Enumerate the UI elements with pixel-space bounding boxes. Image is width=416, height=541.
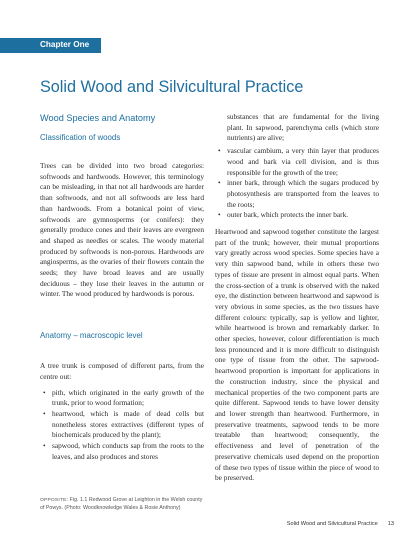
subheading-classification: Classification of woods [40,133,121,142]
caption-figure-number: Fig. 1.1 [69,497,88,503]
section-heading: Wood Species and Anatomy [40,113,156,123]
running-title: Solid Wood and Silvicultural Practice [286,521,378,527]
sapwood-continuation: substances that are fundamental for the living plant. In sapwood, parenchyma cells (which store nutrients) are alive; [227,112,379,143]
caption-text: Redwood Grove at Leighton in the Welsh county of Powys. (Photo: Woodknowledge Wales & Rosie Anthony) [40,497,203,511]
list-item-sapwood: • sapwood, which conducts sap from the roots to the leaves, and also produces and stores [52,441,204,462]
trunk-parts-list [40,388,204,463]
figure-caption [40,497,206,513]
page-footer [287,521,394,527]
list-item-inner-bark: • inner bark, through which the sugars produced by photosynthesis are transported from the leaves to the roots; [227,178,379,210]
trunk-parts-list-continued [215,146,379,221]
left-column [40,112,204,462]
chapter-label: Chapter One [40,40,90,49]
paragraph-trunk-intro: A tree trunk is composed of different parts, from the centre out: [40,361,204,381]
subheading-anatomy: Anatomy – macroscopic level [40,331,143,341]
caption-label: OPPOSITE: [40,498,69,503]
page-number: 13 [387,521,394,527]
paragraph-heartwood-sapwood: Heartwood and sapwood together constitute the largest part of the trunk; however, their mutual proportions vary greatly across wood species. Some species have a very thin sapwood band, while in others these two types of tissue are present in almost equal parts. When the cross-section of a trunk is observed with the naked eye, the distinction between heartwood and sapwood is very obvious in some species, as the two tissues have different colours: typically, sap is yellow and lighter, while heartwood is brown and remarkably darker. In other species, however, colour differentiation is much less pronounced and it is more difficult to distinguish one type of tissue from the other. The sapwood-heartwood proportion is important for applications in the construction industry, since the physical and mechanical properties of the two component parts are quite different. Sapwood tends to have lower density and lower strength than heartwood. Furthermore, in preservative treatments, sapwood tends to be more treatable than heartwood; consequently, the effectiveness and level of penetration of the preservative chemicals used depend on the proportion of these two types of tissue within the piece of wood to be preserved. [215,227,379,483]
list-item-vascular-cambium: • vascular cambium, a very thin layer that produces wood and bark via cell division, and is thus responsible for the growth of the tree; [227,146,379,178]
chapter-title: Solid Wood and Silvicultural Practice [40,78,304,96]
paragraph-classification: Trees can be divided into two broad categories: softwoods and hardwoods. However, this terminology can be misleading, in that not all hardwoods are harder than softwoods, and not all softwoods are less hard than hardwoods. From a botanical point of view, softwoods are gymnosperms (or conifers): they generally produce cones and their leaves are evergreen and shaped as needles or scales. The woody material produced by softwoods is non-porous. Hardwoods are angiosperms, as the ovaries of their flowers contain the seeds; they have broad leaves and are usually deciduous – they lose their leaves in the autumn or winter. The wood produced by hardwoods is porous. [40,161,204,299]
right-column [215,112,379,484]
list-item-outer-bark: • outer bark, which protects the inner bark. [227,210,379,221]
list-item-pith: • pith, which originated in the early growth of the trunk, prior to wood formation; [52,388,204,409]
list-item-heartwood: • heartwood, which is made of dead cells but nonetheless stores extractives (different types of biochemicals produced by the plant); [52,409,204,441]
chapter-band [0,38,101,53]
